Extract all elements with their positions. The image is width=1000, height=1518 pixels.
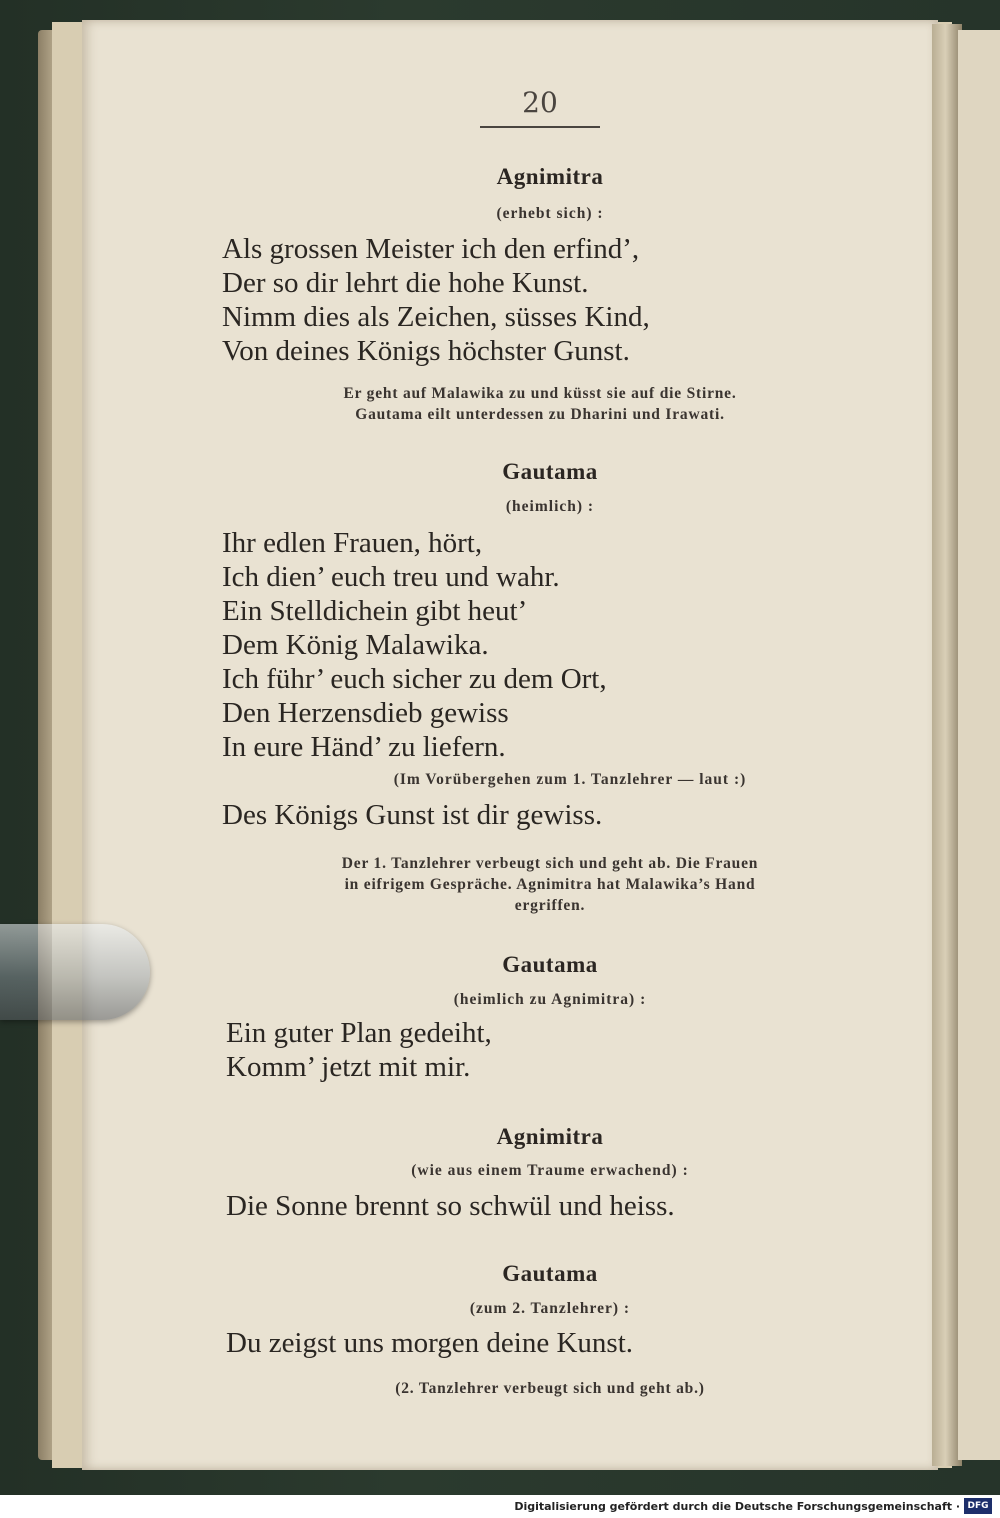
verse-block (222, 232, 842, 368)
stage-direction: (Im Vorübergehen zum 1. Tanzlehrer — laut :) (393, 771, 747, 788)
verse-line: Dem König Malawika. (222, 629, 489, 661)
verse-line: Ich dien’ euch treu und wahr. (222, 561, 560, 593)
stage-note-line: in eifrigem Gespräche. Agnimitra hat Malawika’s Hand (344, 876, 756, 893)
stage-note (250, 853, 850, 916)
verse-block (226, 1016, 846, 1084)
stage-direction: (wie aus einem Traume erwachend) : (411, 1162, 689, 1179)
verse-line: Des Königs Gunst ist dir gewiss. (222, 799, 603, 831)
speaker-name: Agnimitra (496, 164, 604, 189)
stage-note (230, 383, 850, 425)
verse-line: Ich führ’ euch sicher zu dem Ort, (222, 663, 607, 695)
page-number: 20 (522, 86, 558, 119)
verse-line: Nimm dies als Zeichen, süsses Kind, (222, 301, 650, 333)
digitization-credit: Digitalisierung gefördert durch die Deutsche Forschungsgemeinschaft · (514, 1500, 960, 1513)
verse-line: Die Sonne brennt so schwül und heiss. (226, 1190, 675, 1222)
verse-line: Ein Stelldichein gibt heut’ (222, 595, 528, 627)
stage-note (300, 1378, 800, 1399)
verse-line: In eure Händ’ zu liefern. (222, 731, 506, 763)
verse-line: Von deines Königs höchster Gunst. (222, 335, 630, 367)
verse-block (226, 1189, 846, 1223)
speaker-name: Gautama (502, 459, 598, 484)
verse-line: Ihr edlen Frauen, hört, (222, 527, 483, 559)
stage-direction: (erhebt sich) : (496, 205, 604, 222)
stage-note-line: Er geht auf Malawika zu und küsst sie auf die Stirne. (343, 385, 737, 402)
stage-direction: (heimlich zu Agnimitra) : (453, 991, 647, 1008)
stage-note-line: (2. Tanzlehrer verbeugt sich und geht ab.) (395, 1380, 705, 1397)
verse-line: Komm’ jetzt mit mir. (226, 1051, 471, 1083)
stage-direction: (heimlich) : (505, 498, 595, 515)
stage-note-line: ergriffen. (514, 897, 586, 914)
verse-line: Ein guter Plan gedeiht, (226, 1017, 492, 1049)
page-number-rule (480, 126, 600, 128)
verse-line: Als grossen Meister ich den erfind’, (222, 233, 640, 265)
verse-line: Du zeigst uns morgen deine Kunst. (226, 1327, 634, 1359)
speaker-name: Gautama (502, 952, 598, 977)
speaker-name: Gautama (502, 1261, 598, 1286)
verse-block (222, 526, 842, 764)
stage-direction: (zum 2. Tanzlehrer) : (469, 1300, 631, 1317)
verse-block (226, 1326, 846, 1360)
verse-block (222, 798, 842, 832)
stage-note-line: Gautama eilt unterdessen zu Dharini und Irawati. (355, 406, 725, 423)
scanner-clip (0, 924, 150, 1020)
verse-line: Den Herzensdieb gewiss (222, 697, 509, 729)
speaker-name: Agnimitra (496, 1124, 604, 1149)
verse-line: Der so dir lehrt die hohe Kunst. (222, 267, 589, 299)
dfg-logo: DFG (964, 1498, 992, 1514)
stage-note-line: Der 1. Tanzlehrer verbeugt sich und geht ab. Die Frauen (341, 855, 759, 872)
